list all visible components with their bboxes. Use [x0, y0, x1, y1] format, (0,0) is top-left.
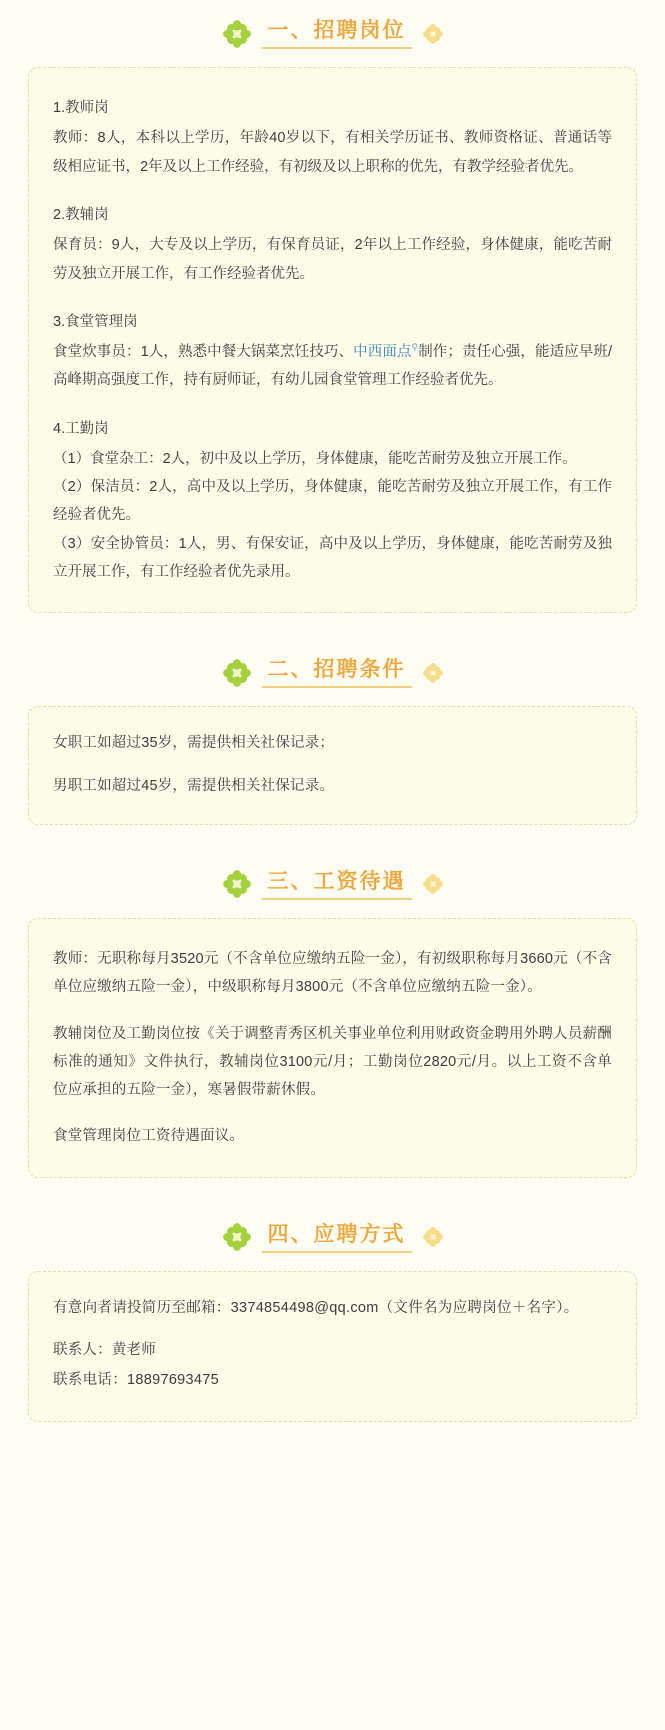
flower-yellow-icon — [422, 23, 444, 45]
salary-card — [28, 918, 637, 1178]
job-body-post: 制作；责任心强，能适应早班/高峰期高强度工作，持有厨师证，有幼儿园食堂管理工作经验者优先。 — [53, 344, 613, 389]
application-contact-person: 联系人：黄老师 — [53, 1342, 156, 1359]
flower-green-icon — [222, 19, 252, 49]
section-heading — [0, 0, 665, 63]
flower-yellow-icon — [422, 1226, 444, 1248]
section-recruitment-conditions — [0, 639, 665, 825]
job-block — [53, 94, 612, 181]
job-title: 1.教师岗 — [53, 100, 109, 117]
flower-green-icon — [222, 658, 252, 688]
job-block — [53, 201, 612, 288]
section-title: 三、工资待遇 — [262, 869, 412, 900]
job-sub-item: （2）保洁员：2人，高中及以上学历，身体健康，能吃苦耐劳及独立开展工作，有工作经验者优先。 — [53, 479, 612, 524]
job-title: 2.教辅岗 — [53, 206, 109, 223]
application-email-line: 有意向者请投简历至邮箱：3374854498@qq.com（文件名为应聘岗位＋名字）。 — [53, 1299, 579, 1316]
job-block — [53, 415, 612, 587]
positions-card — [28, 67, 637, 613]
job-body — [53, 338, 612, 395]
section-heading — [0, 639, 665, 702]
application-contact-phone: 联系电话：18897693475 — [53, 1372, 220, 1389]
condition-paragraph: 女职工如超过35岁，需提供相关社保记录； — [53, 735, 335, 752]
section-salary-benefits — [0, 851, 665, 1178]
job-title: 3.食堂管理岗 — [53, 313, 138, 330]
section-title: 四、应聘方式 — [262, 1222, 412, 1253]
section-heading — [0, 851, 665, 914]
section-title: 一、招聘岗位 — [262, 18, 412, 49]
job-sub-item: （1）食堂杂工：2人，初中及以上学历，身体健康，能吃苦耐劳及独立开展工作。 — [53, 450, 577, 467]
flower-green-icon — [222, 1222, 252, 1252]
flower-green-icon — [222, 869, 252, 899]
salary-paragraph: 食堂管理岗位工资待遇面议。 — [53, 1128, 245, 1145]
job-body: 保育员：9人，大专及以上学历，有保育员证，2年以上工作经验，身体健康，能吃苦耐劳及独立开展工作，有工作经验者优先。 — [53, 237, 612, 282]
job-body: 教师：8人，本科以上学历，年龄40岁以下，有相关学历证书、教师资格证、普通话等级相应证书，2年及以上工作经验，有初级及以上职称的优先，有教学经验者优先。 — [53, 130, 612, 175]
section-recruitment-positions — [0, 0, 665, 613]
job-body-pre: 食堂炊事员：1人，熟悉中餐大锅菜烹饪技巧、 — [53, 344, 354, 361]
job-body — [53, 445, 612, 586]
section-title: 二、招聘条件 — [262, 657, 412, 688]
condition-paragraph: 男职工如超过45岁，需提供相关社保记录。 — [53, 777, 335, 794]
section-application-method — [0, 1204, 665, 1422]
job-block — [53, 308, 612, 395]
flower-yellow-icon — [422, 873, 444, 895]
job-title: 4.工勤岗 — [53, 420, 109, 437]
section-heading — [0, 1204, 665, 1267]
search-icon: ⚲ — [411, 342, 419, 353]
inline-link-chinese-western-pastry[interactable]: 中西面点 — [353, 344, 412, 361]
application-card — [28, 1271, 637, 1422]
salary-paragraph: 教辅岗位及工勤岗位按《关于调整青秀区机关事业单位利用财政资金聘用外聘人员薪酬标准的通知》文件执行，教辅岗位3100元/月；工勤岗位2820元/月。以上工资不含单位应承担的五险一金），寒暑假带薪休假。 — [53, 1025, 612, 1099]
flower-yellow-icon — [422, 662, 444, 684]
salary-paragraph: 教师：无职称每月3520元（不含单位应缴纳五险一金），有初级职称每月3660元（不含单位应缴纳五险一金），中级职称每月3800元（不含单位应缴纳五险一金）。 — [53, 951, 612, 996]
job-sub-item: （3）安全协管员：1人，男、有保安证，高中及以上学历，身体健康，能吃苦耐劳及独立开展工作，有工作经验者优先录用。 — [53, 535, 612, 580]
conditions-card — [28, 706, 637, 825]
